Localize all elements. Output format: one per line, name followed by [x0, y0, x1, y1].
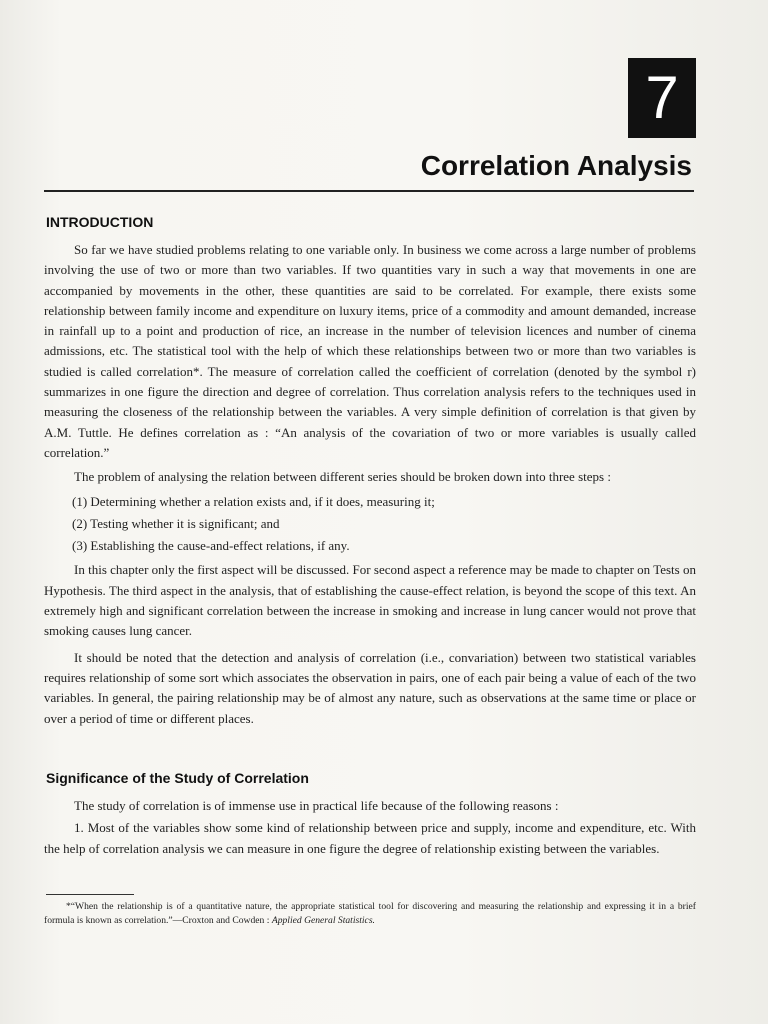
significance-paragraph-2: 1. Most of the variables show some kind of relationship between price and supply, income and expenditure, etc. With the help of correlation analysis we can measure in one figure the degree of relationship existing between the variables. — [44, 820, 696, 856]
step-2: (2) Testing whether it is significant; and — [72, 515, 280, 531]
footnote-source: Applied General Statistics. — [271, 915, 375, 926]
step-3: (3) Establishing the cause-and-effect relations, if any. — [72, 538, 350, 554]
intro-paragraph-1: So far we have studied problems relating to one variable only. In business we come across a large number of problems involving the use of two or more than two variables. If two quantities vary in such a way that movements in one are accompanied by movements in the other, these quantities are said to be correlated. For example, there exists some relationship between family income and expenditure on luxury items, price of a commodity and amount demanded, increase in rainfall up to a point and production of rice, an increase in the number of television licences and number of cinema admissions, etc. The statistical tool with the help of which these relationships between two or more than two variables is studied is called correlation*. The measure of correlation called the coefficient of correlation (denoted by the symbol r) summarizes in one figure the direction and degree of correlation. Thus correlation analysis refers to the techniques used in measuring the closeness of the relationship between the variables. A very simple definition of correlation is that given by A.M. Tuttle. He defines correlation as : “An analysis of the covariation of two or more variables is usually called correlation.” — [44, 242, 696, 460]
step-1: (1) Determining whether a relation exists and, if it does, measuring it; — [72, 493, 435, 509]
introduction-heading: INTRODUCTION — [46, 214, 154, 230]
chapter-title: Correlation Analysis — [420, 150, 692, 181]
footnote-text: *“When the relationship is of a quantitative nature, the appropriate statistical tool for discovering and measuring the relationship and expressing it in a brief formula is known as correlation.”—Croxton and Cowden : — [44, 901, 696, 926]
title-rule — [44, 190, 694, 192]
footnote-rule — [46, 894, 134, 895]
intro-paragraph-2: The problem of analysing the relation between different series should be broken down into three steps : — [74, 469, 611, 485]
significance-body — [44, 796, 696, 859]
intro-paragraph-3: In this chapter only the first aspect will be discussed. For second aspect a reference may be made to chapter on Tests on Hypothesis. The third aspect in the analysis, that of establishing the cause-effect relation, is beyond the scope of this text. An extremely high and significant correlation between the increase in smoking and increase in lung cancer would not prove that smoking causes lung cancer. — [44, 562, 696, 639]
introduction-body — [44, 240, 696, 729]
footnote — [44, 900, 696, 928]
chapter-number-box: 7 — [628, 58, 696, 138]
significance-heading: Significance of the Study of Correlation — [46, 770, 309, 786]
intro-paragraph-4: It should be noted that the detection and analysis of correlation (i.e., convariation) between two statistical variables requires relationship of some sort which associates the observation in pairs, one of each pair being a value of each of the two variables. In general, the pairing relationship may be of almost any nature, such as observations at the same time or place or over a period of time or different places. — [44, 649, 696, 726]
significance-paragraph-1: The study of correlation is of immense use in practical life because of the following reasons : — [74, 798, 559, 813]
